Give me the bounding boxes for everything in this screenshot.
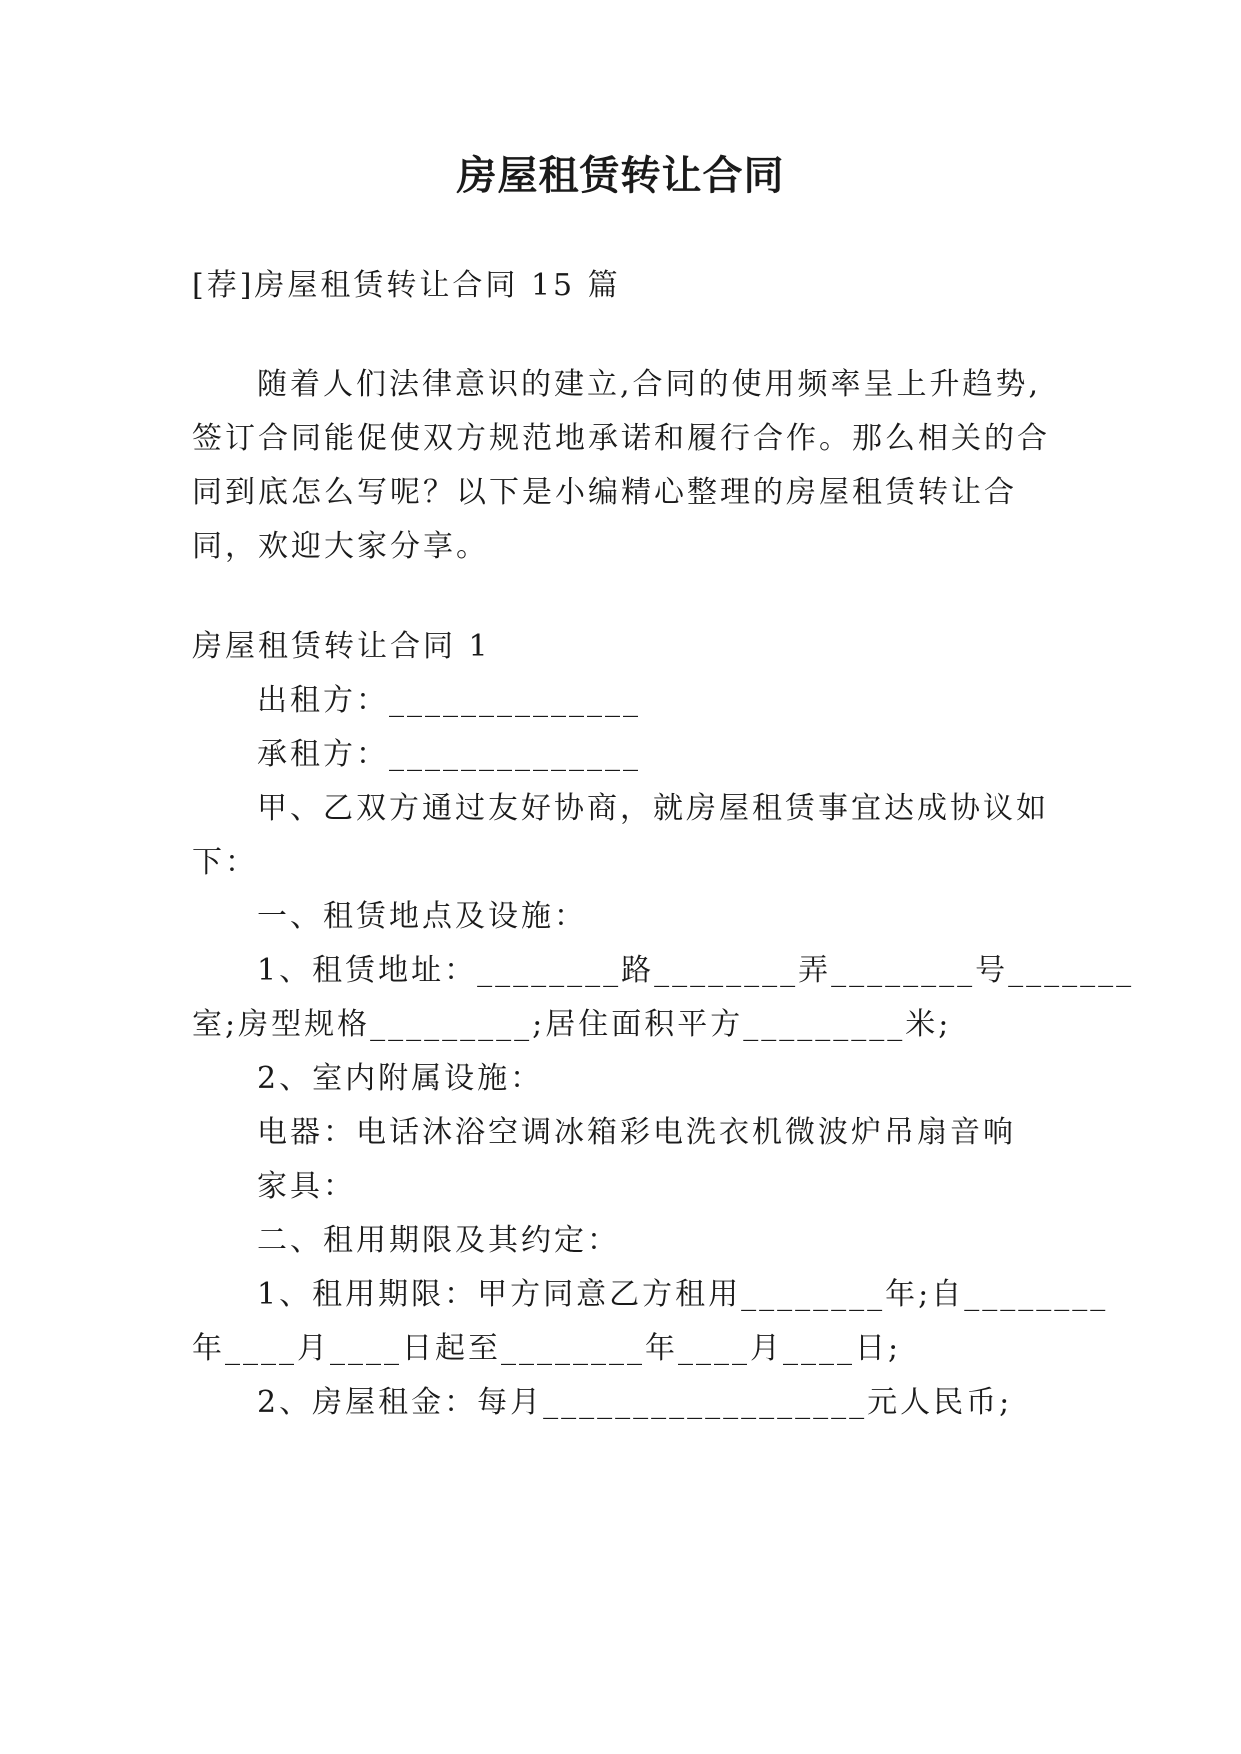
document-subtitle: [荐]房屋租赁转让合同 15 篇	[192, 268, 621, 303]
lessor-line: 出租方：______________	[257, 683, 641, 718]
intro-line-4: 同，欢迎大家分享。	[192, 529, 489, 564]
intro-line-1: 随着人们法律意识的建立,合同的使用频率呈上升趋势,	[257, 367, 1042, 402]
rent-line: 2、房屋租金：每月__________________元人民币;	[257, 1385, 1013, 1420]
document-title: 房屋租赁转让合同	[456, 152, 785, 199]
agreement-line-2: 下：	[192, 845, 258, 880]
address-line-1: 1、租赁地址：________路________弄________号_______	[257, 953, 1135, 988]
lessee-line: 承租方：______________	[257, 737, 641, 772]
clause-1-heading: 一、租赁地点及设施：	[257, 899, 587, 934]
intro-line-2: 签订合同能促使双方规范地承诺和履行合作。那么相关的合	[192, 421, 1050, 456]
address-line-2: 室;房型规格_________;居住面积平方_________米;	[192, 1007, 952, 1042]
term-line-1: 1、租用期限：甲方同意乙方租用________年;自________	[257, 1277, 1109, 1312]
section-heading: 房屋租赁转让合同 1	[192, 629, 491, 664]
agreement-line-1: 甲、乙双方通过友好协商，就房屋租赁事宜达成协议如	[257, 791, 1049, 826]
clause-2-heading: 二、租用期限及其约定：	[257, 1223, 620, 1258]
term-line-2: 年____月____日起至________年____月____日;	[192, 1331, 902, 1366]
furniture-line: 家具：	[257, 1169, 356, 1204]
appliances-line: 电器：电话沐浴空调冰箱彩电洗衣机微波炉吊扇音响	[257, 1115, 1016, 1150]
clause-1-2-heading: 2、室内附属设施：	[257, 1061, 544, 1096]
intro-line-3: 同到底怎么写呢？以下是小编精心整理的房屋租赁转让合	[192, 475, 1017, 510]
